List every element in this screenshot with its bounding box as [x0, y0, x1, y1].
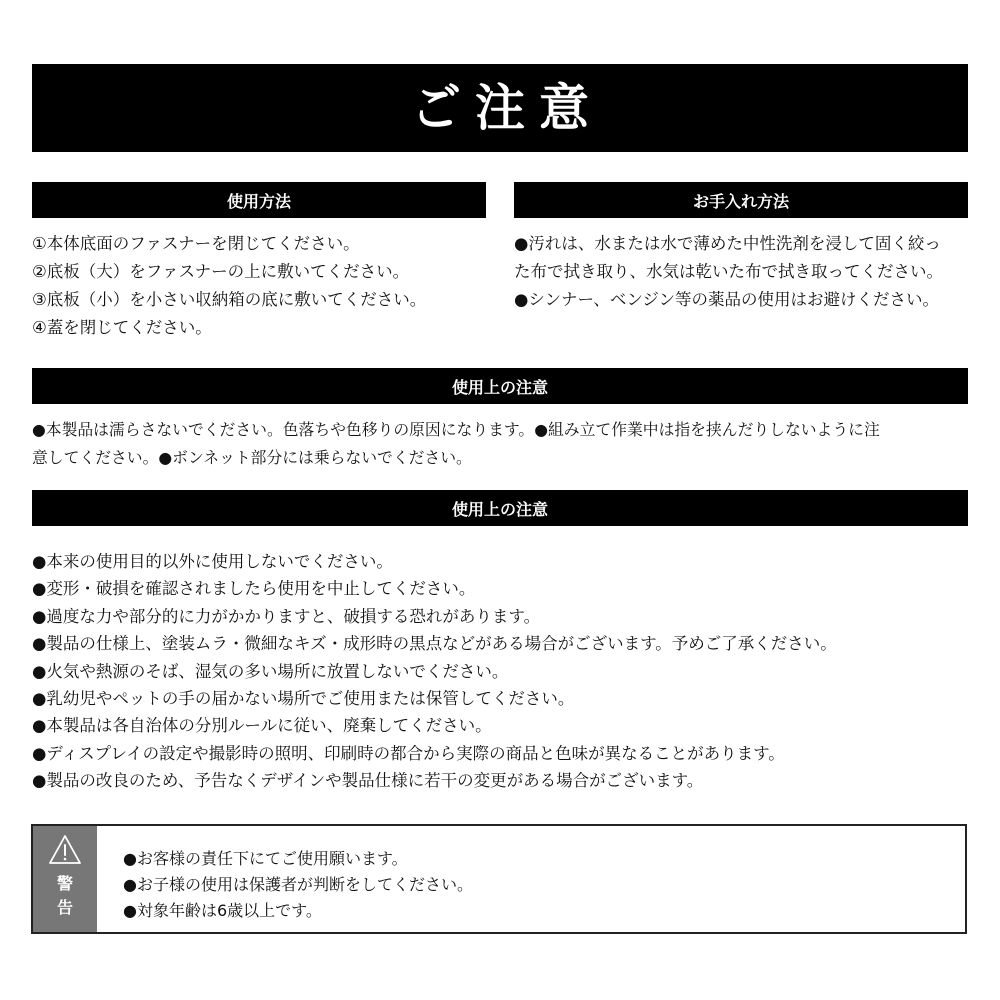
- warning-list: [97, 826, 473, 932]
- warning-label-char: 告: [56, 898, 73, 917]
- warning-label-panel: [33, 826, 97, 932]
- list-item: ●本製品は各自治体の分別ルールに従い、廃棄してください。: [32, 716, 492, 736]
- caution-line: 意してください。●ボンネット部分には乗らないでください。: [32, 448, 472, 467]
- care-line: た布で拭き取り、水気は乾いた布で拭き取ってください。: [514, 262, 943, 281]
- list-item: ①本体底面のファスナーを閉じてください。: [32, 234, 360, 253]
- list-item: ●ディスプレイの設定や撮影時の照明、印刷時の都合から実際の商品と色味が異なることがあります。: [32, 743, 785, 763]
- usage-header-label: 使用方法: [226, 191, 291, 211]
- list-item: ●乳幼児やペットの手の届かない場所でご使用または保管してください。: [32, 689, 575, 709]
- caution-line: ●本製品は濡らさないでください。色落ちや色移りの原因になります。●組み立て作業中は指を挟んだりしないように注: [32, 420, 880, 439]
- caution-header-2-label: 使用上の注意: [451, 499, 548, 519]
- care-line: ●シンナー、ベンジン等の薬品の使用はお避けください。: [514, 290, 939, 309]
- warning-label-char: 警: [56, 874, 73, 893]
- page-title: ご注意: [411, 79, 603, 137]
- warning-box: [31, 824, 967, 934]
- list-item: ●変形・破損を確認されましたら使用を中止してください。: [32, 579, 476, 599]
- list-item: ④蓋を閉じてください。: [32, 318, 212, 337]
- warning-triangle-icon: [48, 834, 82, 866]
- list-item: ●お客様の責任下にてご使用願います。: [123, 849, 408, 868]
- caution-header-1: [32, 368, 968, 404]
- care-header: [514, 182, 968, 218]
- care-line: ●汚れは、水または水で薄めた中性洗剤を浸して固く絞っ: [514, 234, 941, 253]
- usage-list: [32, 230, 492, 342]
- usage-header: [32, 182, 486, 218]
- list-item: ●お子様の使用は保護者が判断をしてください。: [123, 875, 473, 894]
- list-item: ●製品の仕様上、塗装ムラ・微細なキズ・成形時の黒点などがある場合がございます。予めご了承ください。: [32, 634, 837, 654]
- list-item: ●対象年齢は6歳以上です。: [123, 901, 322, 920]
- caution-text-1: [32, 416, 968, 472]
- care-header-label: お手入れ方法: [692, 191, 789, 211]
- list-item: ●火気や熱源のそば、湿気の多い場所に放置しないでください。: [32, 661, 509, 681]
- list-item: ●過度な力や部分的に力がかかりますと、破損する恐れがあります。: [32, 606, 541, 626]
- caution-list-2: [32, 548, 968, 795]
- list-item: ●製品の改良のため、予告なくデザインや製品仕様に若干の変更がある場合がございます。: [32, 771, 704, 791]
- caution-header-1-label: 使用上の注意: [451, 377, 548, 397]
- care-text: [514, 230, 974, 314]
- list-item: ③底板（小）を小さい収納箱の底に敷いてください。: [32, 290, 427, 309]
- title-banner: [32, 64, 968, 152]
- list-item: ●本来の使用目的以外に使用しないでください。: [32, 552, 393, 571]
- list-item: ②底板（大）をファスナーの上に敷いてください。: [32, 262, 410, 281]
- caution-header-2: [32, 490, 968, 526]
